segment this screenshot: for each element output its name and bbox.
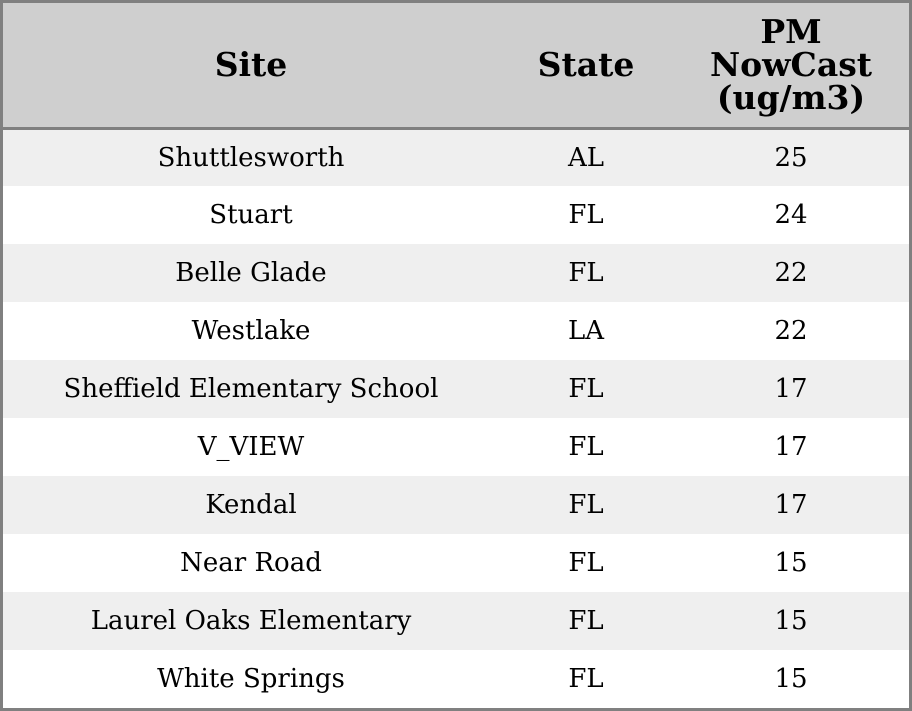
table-row: [3, 650, 909, 708]
site-cell: Near Road: [180, 548, 322, 578]
pm-nowcast-table: [3, 3, 909, 708]
pm-value-cell: 25: [774, 142, 808, 173]
column-header-pm-nowcast: PM NowCast (ug/m3): [673, 3, 909, 128]
state-cell: FL: [568, 432, 604, 462]
pm-value-cell: 17: [774, 432, 808, 462]
pm-value-cell: 22: [774, 258, 808, 288]
site-cell: Shuttlesworth: [157, 142, 345, 173]
table-body: [3, 128, 909, 708]
table-row: [3, 302, 909, 360]
state-cell: FL: [568, 258, 604, 288]
state-cell: AL: [567, 142, 605, 173]
site-cell: Stuart: [209, 200, 293, 230]
pm-value-cell: 17: [774, 490, 808, 520]
state-cell: FL: [568, 374, 604, 404]
table-row: [3, 360, 909, 418]
table-row: [3, 418, 909, 476]
pm-value-cell: 17: [774, 374, 808, 404]
pm-value-cell: 15: [774, 664, 808, 694]
site-cell: V_VIEW: [197, 432, 305, 462]
state-cell: FL: [568, 548, 604, 578]
table-header: [3, 3, 909, 128]
table-row: [3, 186, 909, 244]
table-row: [3, 128, 909, 186]
site-cell: White Springs: [157, 664, 345, 694]
site-cell: Kendal: [205, 490, 297, 520]
header-row: [3, 3, 909, 128]
table-row: [3, 592, 909, 650]
site-cell: Laurel Oaks Elementary: [90, 606, 412, 636]
table-row: [3, 534, 909, 592]
site-cell: Westlake: [191, 316, 311, 346]
pm-value-cell: 15: [774, 606, 808, 636]
column-header-state: State: [499, 3, 673, 128]
table-row: [3, 244, 909, 302]
site-cell: Sheffield Elementary School: [63, 374, 439, 404]
state-cell: FL: [568, 664, 604, 694]
pm-value-cell: 22: [774, 316, 808, 346]
state-cell: FL: [568, 606, 604, 636]
state-cell: LA: [567, 316, 605, 346]
state-cell: FL: [568, 490, 604, 520]
pm-value-cell: 24: [774, 200, 808, 230]
pm-value-cell: 15: [774, 548, 808, 578]
site-cell: Belle Glade: [175, 258, 327, 288]
table-row: [3, 476, 909, 534]
column-header-site: Site: [3, 3, 499, 128]
state-cell: FL: [568, 200, 604, 230]
